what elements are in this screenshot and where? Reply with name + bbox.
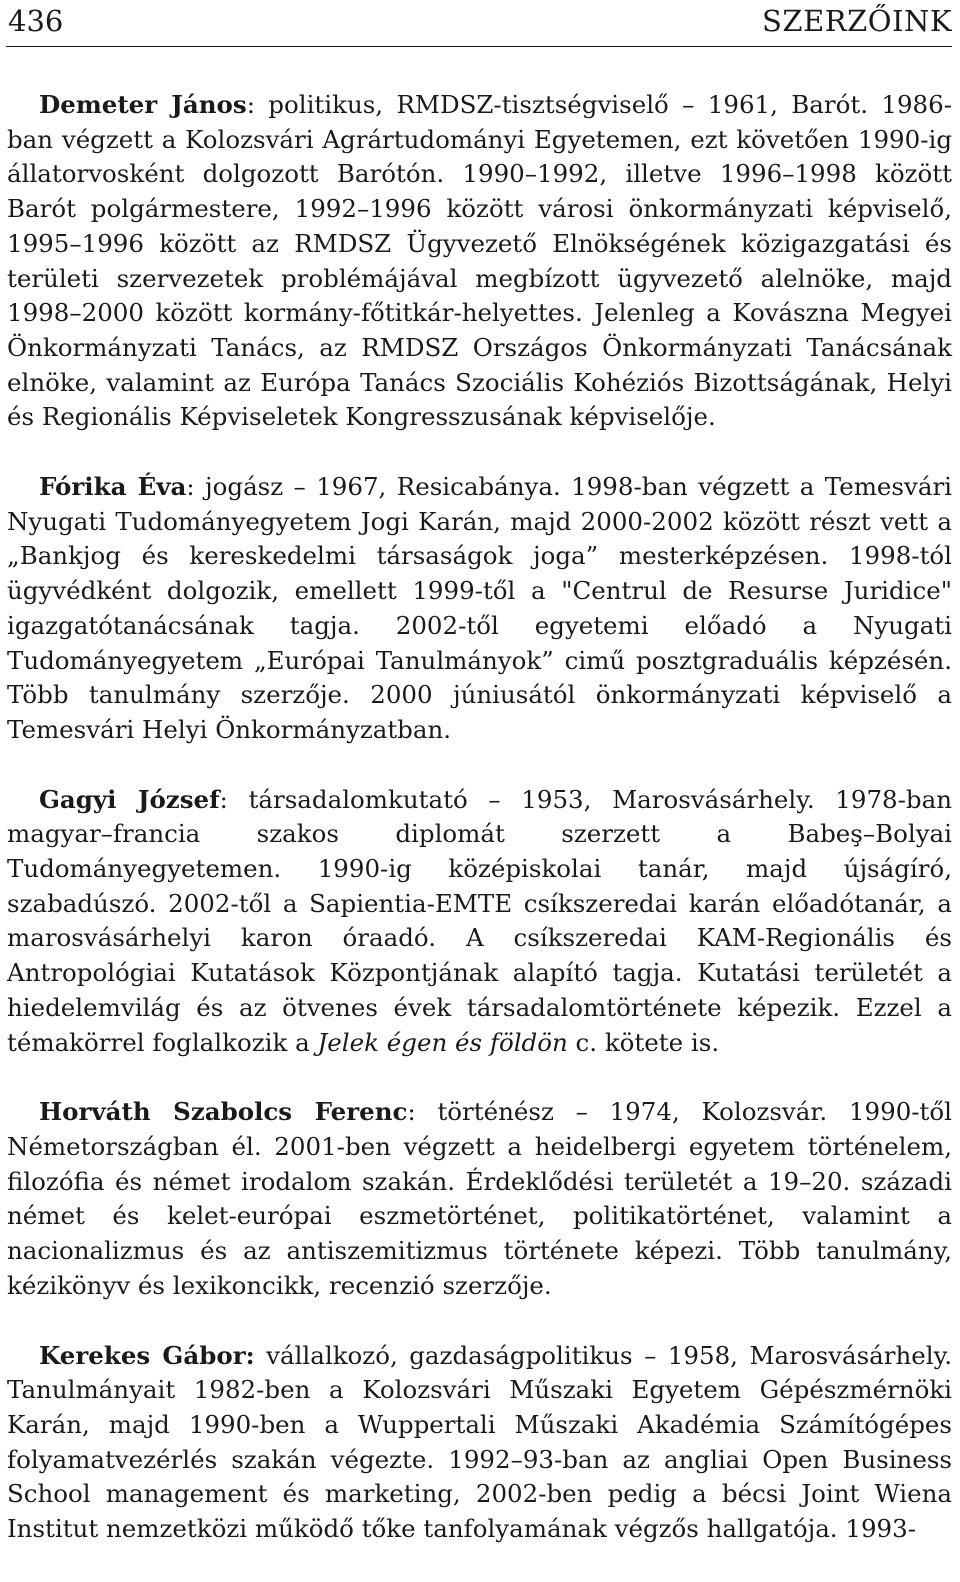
contributor-bio: : történész – 1974, Kolozsvár. 1990-től Németországban él. 2001-ben végzett a heidelbergi egyetem történelem, filozófia és német irodalom szakán. Érdeklődési területét a 19–20. századi német és kelet-európai eszmetörténet, politikatörténet, valamint a nacionalizmus és az antiszemitizmus története képezi. Több tanulmány, kézikönyv és lexikoncikk, recenzió szerzője. xyxy=(7,1097,952,1300)
contributor-bio: : társadalomkutató – 1953, Marosvásárhely. 1978-ban magyar–francia szakos diplomát szerzett a Babeş–Bolyai Tudományegyetemen. 1990-ig középiskolai tanár, majd újságíró, szabadúszó. 2002-től a Sapientia-EMTE csíkszeredai karán előadótanár, a marosvásárhelyi karon óraadó. A csíkszeredai KAM-Regionális és Antropológiai Kutatások Központjának alapító tagja. Kutatási területét a hiedelemvilág és az ötvenes évek társadalomtörténete képezik. Ezzel a témakörrel foglalkozik a xyxy=(7,784,952,1057)
contributor-entry-demeter xyxy=(7,88,952,435)
contributor-name: Horváth Szabolcs Ferenc xyxy=(39,1097,408,1127)
contributor-name: Fórika Éva xyxy=(39,472,187,502)
page-number: 436 xyxy=(8,4,64,38)
contributor-entry-gagyi xyxy=(7,783,952,1061)
contributor-bio: : politikus, RMDSZ-tisztségviselő – 1961, Barót. 1986-ban végzett a Kolozsvári Agrártudományi Egyetemen, ezt követően 1990-ig állatorvosként dolgozott Barótón. 1990–1992, illetve 1996–1998 között Barót polgármestere, 1992–1996 között városi önkormányzati képviselő, 1995–1996 között az RMDSZ Ügyvezető Elnökségének közigazgatási és területi szervezetek problémájával megbízott ügyvezető alelnöke, majd 1998–2000 között kormány-főtitkár-helyettes. Jelenleg a Kovászna Megyei Önkormányzati Tanács, az RMDSZ Országos Önkormányzati Tanácsának elnöke, valamint az Európa Tanács Szociális Kohéziós Bizottságának, Helyi és Regionális Képviseletek Kongresszusának képviselője. xyxy=(7,90,952,432)
contributor-bio: vállalkozó, gazdaságpolitikus – 1958, Marosvásárhely. Tanulmányait 1982-ben a Kolozsvári Műszaki Egyetem Gépészmérnöki Karán, majd 1990-ben a Wuppertali Műszaki Akadémia Számítógépes folyamatvezérlés szakán végezte. 1992–93-ban az angliai Open Business School management és marketing, 2002-ben pedig a bécsi Joint Wiena Institut nemzetközi működő tőke tanfolyamának végzős hallgatója. 1993- xyxy=(7,1340,952,1544)
contributors-list xyxy=(7,88,952,1582)
contributor-bio-end: c. kötete is. xyxy=(567,1027,720,1057)
book-title: Jelek égen és földön xyxy=(317,1027,568,1057)
contributor-entry-kerekes xyxy=(7,1339,952,1547)
contributor-bio: : jogász – 1967, Resicabánya. 1998-ban végzett a Temesvári Nyugati Tudományegyetem Jogi Karán, majd 2000-2002 között részt vett a „Bankjog és kereskedelmi társaságok joga” mesterképzésen. 1998-tól ügyvédként dolgozik, emellett 1999-től a "Centrul de Resurse Juridice" igazgatótanácsának tagja. 2002-től egyetemi előadó a Nyugati Tudományegyetem „Európai Tanulmányok” cimű posztgraduális képzésén. Több tanulmány szerzője. 2000 júniusától önkormányzati képviselő a Temesvári Helyi Önkormányzatban. xyxy=(7,472,952,744)
contributor-name: Demeter János xyxy=(39,90,247,119)
contributor-entry-forika xyxy=(7,470,952,748)
page-header xyxy=(6,0,952,47)
running-head: SZERZŐINK xyxy=(762,4,952,38)
contributor-entry-horvath xyxy=(7,1095,952,1303)
contributor-name: Kerekes Gábor: xyxy=(39,1340,255,1370)
contributor-name: Gagyi József xyxy=(39,784,220,814)
